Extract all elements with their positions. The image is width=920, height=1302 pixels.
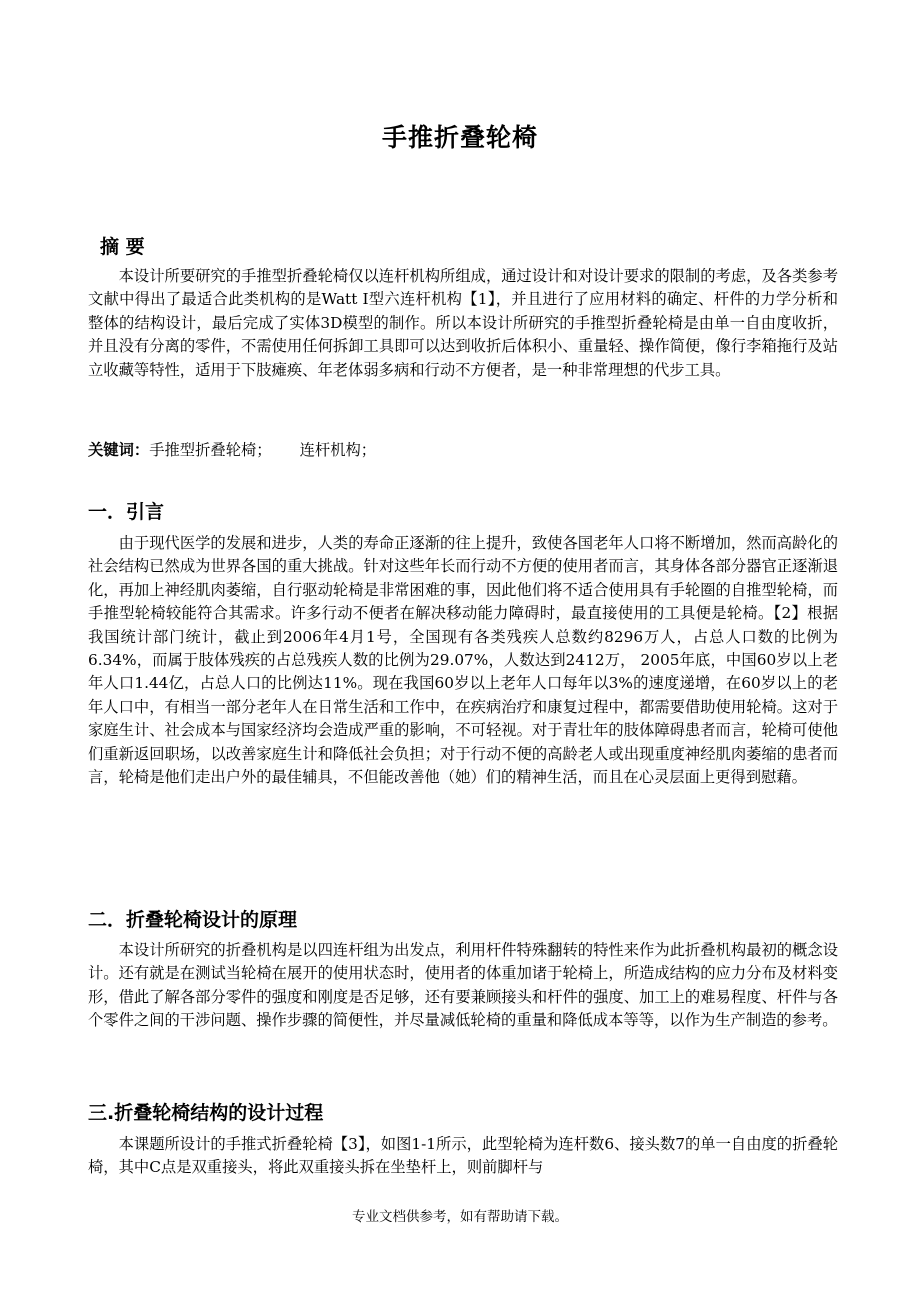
page-footer: 专业文档供参考，如有帮助请下载。 (352, 1209, 568, 1225)
section-heading-principle: 二．折叠轮椅设计的原理 (88, 909, 298, 931)
section-text-design: 本课题所设计的手推式折叠轮椅【3】，如图1-1所示，此型轮椅为连杆数6、接头数7的单一自由度的折叠轮椅，其中C点是双重接头，将此双重接头拆在坐垫杆上，则前脚杆与 (88, 1135, 838, 1177)
section-heading-intro: 一．引言 (88, 501, 165, 523)
abstract-text: 本设计所要研究的手推型折叠轮椅仅以连杆机构所组成，通过设计和对设计要求的限制的考虑，及各类参考文献中得出了最适合此类机构的是Watt Ⅰ型六连杆机构【1】，并且进行了应用材料的确定、杆件的力学分析和整体的结构设计，最后完成了实体3D模型的制作。所以本设计所研究的手推型折叠轮椅是由单一自由度收折，并且没有分离的零件，不需使用任何拆卸工具即可以达到收折后体积小、重量轻、操作简便，像行李箱拖行及站立收藏等特性，适用于下肢瘫痪、年老体弱多病和行动不方便者，是一种非常理想的代步工具。 (88, 267, 838, 379)
keyword-item: 手推型折叠轮椅； (149, 441, 272, 459)
section-text-principle: 本设计所研究的折叠机构是以四连杆组为出发点，利用杆件特殊翻转的特性来作为此折叠机构最初的概念设计。还有就是在测试当轮椅在展开的使用状态时，使用者的体重加诸于轮椅上，所造成结构的应力分布及材料变形，借此了解各部分零件的强度和刚度是否足够，还有要兼顾接头和杆件的强度、加工上的难易程度、杆件与各个零件之间的干涉问题、操作步骤的简便性，并尽量减低轮椅的重量和降低成本等等，以作为生产制造的参考。 (88, 941, 838, 1030)
section-heading-design: 三.折叠轮椅结构的设计过程 (88, 1102, 324, 1124)
keyword-item: 连杆机构； (299, 441, 377, 459)
section-text-intro: 由于现代医学的发展和进步，人类的寿命正逐渐的往上提升，致使各国老年人口将不断增加，然而高龄化的社会结构已然成为世界各国的重大挑战。针对这些年长而行动不方便的使用者而言，其身体各部分器官正逐渐退化，再加上神经肌肉萎缩，自行驱动轮椅是非常困难的事，因此他们将不适合使用具有手轮圈的自推型轮椅，而手推型轮椅较能符合其需求。许多行动不便者在解决移动能力障碍时，最直接使用的工具便是轮椅。【2】根据我国统计部门统计，截止到2006年4月1号，全国现有各类残疾人总数约8296万人，占总人口数的比例为6.34%，而属于肢体残疾的占总残疾人数的比例为29.07%，人数达到2412万， 2005年底，中国60岁以上老年人口1.44亿，占总人口的比例达11%。现在我国60岁以上老年人口每年以3%的速度递增，在60岁以上的老年人口中，有相当一部分老年人在日常生活和工作中，在疾病治疗和康复过程中，都需要借助使用轮椅。这对于家庭生计、社会成本与国家经济均会造成严重的影响，不可轻视。对于青壮年的肢体障碍患者而言，轮椅可使他们重新返回职场，以改善家庭生计和降低社会负担；对于行动不便的高龄老人或出现重度神经肌肉萎缩的患者而言，轮椅是他们走出户外的最佳辅具，不但能改善他（她）们的精神生活，而且在心灵层面上更得到慰藉。 (88, 534, 839, 787)
document-title: 手推折叠轮椅 (381, 123, 538, 152)
keywords-line (88, 438, 404, 460)
abstract-heading: 摘 要 (100, 236, 145, 258)
keywords-label: 关键词： (88, 441, 150, 459)
